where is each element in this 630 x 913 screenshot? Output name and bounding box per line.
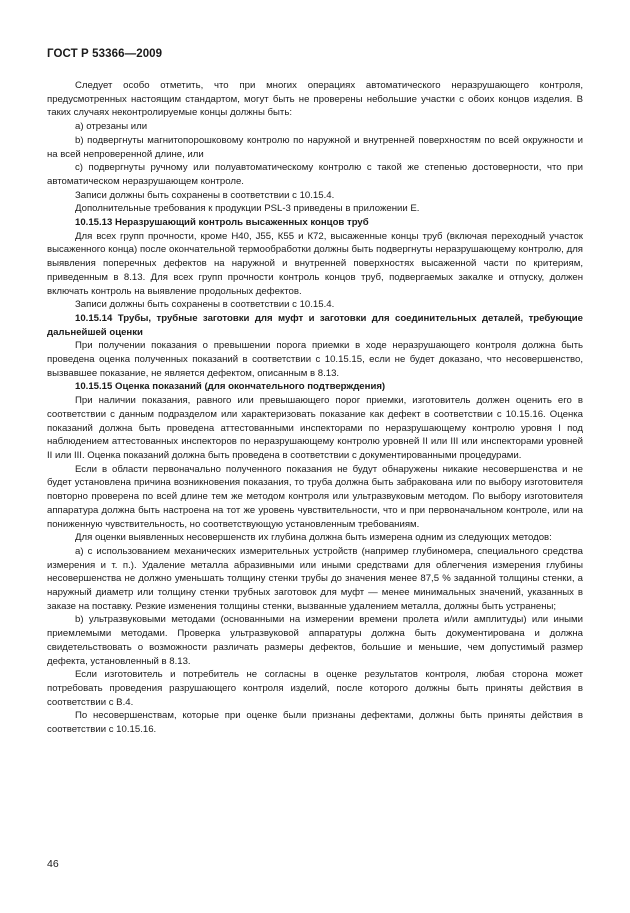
- paragraph: Следует особо отметить, что при многих операциях автоматического неразрушающего контроля, предусмотренных настоящим стандартом, могут быть не проверены небольшие участки с обоих концов изделия. В таких случаях неконтролируемые концы должны быть:: [47, 80, 583, 119]
- paragraph: Записи должны быть сохранены в соответствии с 10.15.4.: [75, 299, 335, 311]
- paragraph: При получении показания о превышении порога приемки в ходе неразрушающего контроля должна быть проведена оценка полученных показаний в соответствии с 10.15.15, если не будет доказано, что несовершенство, вызвавшее показание, не является дефектом, описанным в 8.13.: [47, 340, 583, 379]
- paragraph: По несовершенствам, которые при оценке были признаны дефектами, должны быть приняты действия в соответствии с 10.15.16.: [47, 710, 583, 736]
- paragraph: Если в области первоначально полученного показания не будут обнаружены никакие несовершенства и не будет установлена причина возникновения показания, то труба должна быть забракована или по выбору изготовителя повторно проверена по всей длине тем же методом контроля или ультразвуковым методом. По выбору изготовителя аппаратура должна быть настроена на тот же уровень чувствительности, что и при первоначальном контроле, или на пониженную чувствительность, но соответствующую установленным требованиям.: [47, 463, 583, 530]
- list-item: b) ультразвуковыми методами (основанными на измерении времени пролета и/или амплитуды) или иными приемлемыми методами. Проверка ультразвуковой аппаратуры должна быть документирована и должна свидетельствовать о возможности различать размеры дефектов, большие и меньшие, чем допустимый размер дефекта, установленный в 8.13.: [47, 614, 583, 667]
- paragraph: Дополнительные требования к продукции PSL-3 приведены в приложении Е.: [75, 203, 420, 215]
- section-heading: 10.15.14 Трубы, трубные заготовки для муфт и заготовки для соединительных деталей, требующие дальнейшей оценки: [47, 312, 583, 338]
- list-item: a) с использованием механических измерительных устройств (например глубиномера, специального средства измерения и т. п.). Удаление металла абразивными или иными средствами для облегчения измерения глубины несовершенства не должно уменьшать толщину стенки трубы до значения менее 87,5 % заданной толщины стенки, а наружный диаметр или толщину стенки трубных заготовок для муфт — менее минимальных значений, указанных в заказе на поставку. Резкие изменения толщины стенки, вызванные удалением металла, должны быть устранены;: [47, 545, 583, 612]
- list-item: a) отрезаны или: [75, 121, 148, 133]
- standard-header: ГОСТ Р 53366—2009: [47, 48, 163, 60]
- document-body: [47, 79, 583, 737]
- list-item: c) подвергнуты ручному или полуавтоматическому контролю с такой же степенью достоверности, что при автоматическом неразрушающем контроле.: [47, 162, 583, 187]
- paragraph: Записи должны быть сохранены в соответствии с 10.15.4.: [75, 189, 335, 201]
- paragraph: Для оценки выявленных несовершенств их глубина должна быть измерена одним из следующих методов:: [75, 532, 552, 544]
- paragraph: Если изготовитель и потребитель не согласны в оценке результатов контроля, любая сторона может потребовать проведения разрушающего контроля изделий, после которого должны быть приняты действия в соответствии с В.4.: [47, 669, 583, 708]
- section-heading: 10.15.13 Неразрушающий контроль высаженных концов труб: [75, 217, 369, 229]
- paragraph: Для всех групп прочности, кроме Н40, J55, К55 и К72, высаженные концы труб (включая переходный участок высаженного конца) после окончательной термообработки должны быть подвергнуты неразрушающему контролю, для выявления поперечных дефектов на наружной и внутренней поверхностях высаженной части по критериям, приведенным в 8.13. Для всех групп прочности контроль концов труб, подвергаемых закалке и отпуску, должен включать контроль на выявление продольных дефектов.: [47, 230, 583, 297]
- list-item: b) подвергнуты магнитопорошковому контролю по наружной и внутренней поверхностям по всей окружности и на всей непроверенной длине, или: [47, 134, 583, 160]
- page-number: 46: [47, 858, 59, 870]
- section-heading: 10.15.15 Оценка показаний (для окончательного подтверждения): [75, 381, 386, 393]
- paragraph: При наличии показания, равного или превышающего порог приемки, изготовитель должен оценить его в соответствии с данным подразделом или характеризовать показание как дефект в соответствии с 10.15.16. Оценка показаний должна быть проведена аттестованными инспекторами по неразрушающему контролю уровня I под наблюдением аттестованных инспекторов по неразрушающему контролю уровней II или III или инспекторами уровней II или III. Оценка показаний должна быть проведена в соответствии с документированными процедурами.: [47, 395, 583, 461]
